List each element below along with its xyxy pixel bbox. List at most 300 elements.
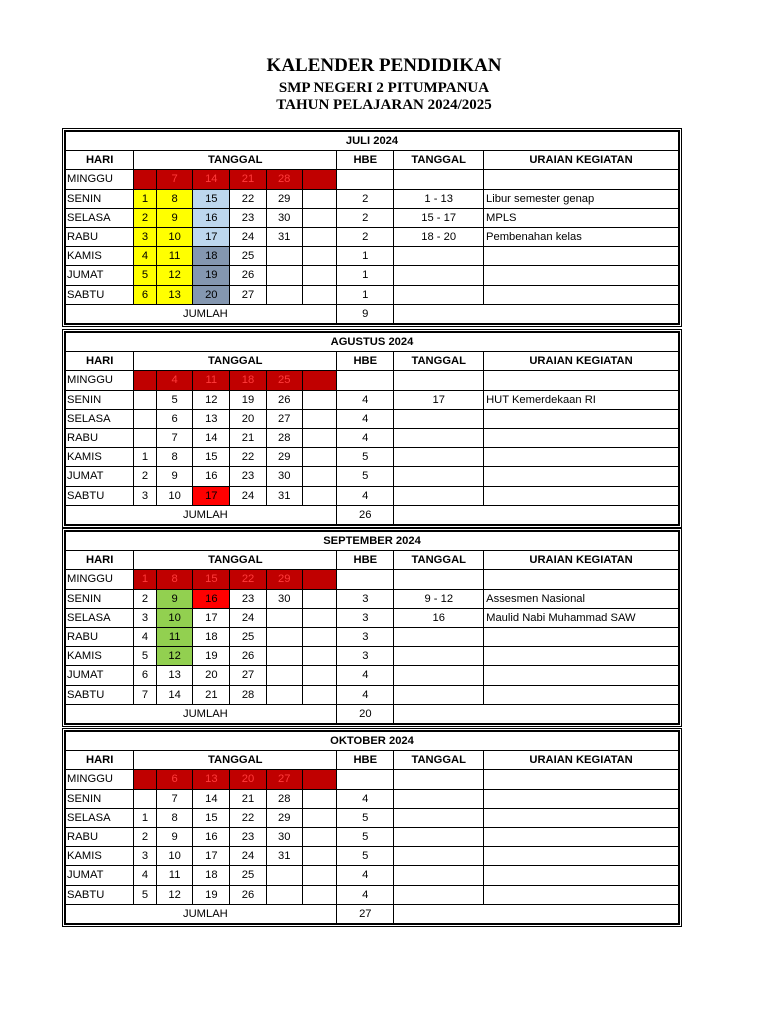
date-cell: 2 (134, 208, 156, 227)
date-cell: 21 (193, 685, 230, 704)
table-row (66, 189, 679, 208)
date-cell: 31 (266, 486, 302, 505)
date-cell (302, 208, 337, 227)
date-cell: 15 (193, 448, 230, 467)
date-cell: 17 (193, 486, 230, 505)
jumlah-value: 9 (337, 304, 394, 323)
date-cell (134, 170, 156, 189)
date-cell: 1 (134, 808, 156, 827)
header-tanggal: TANGGAL (134, 151, 337, 170)
date-cell: 23 (230, 208, 267, 227)
date-cell: 19 (193, 266, 230, 285)
hbe-value: 1 (337, 285, 394, 304)
date-cell (302, 409, 337, 428)
date-cell: 12 (156, 266, 193, 285)
date-cell: 2 (134, 827, 156, 846)
activity-date (394, 448, 484, 467)
hbe-value: 4 (337, 486, 394, 505)
header-hari: HARI (66, 751, 134, 770)
day-name: JUMAT (66, 467, 134, 486)
activity-date (394, 467, 484, 486)
date-cell: 31 (266, 847, 302, 866)
date-cell: 16 (193, 208, 230, 227)
date-cell: 22 (230, 189, 267, 208)
day-name: MINGGU (66, 770, 134, 789)
date-cell: 26 (230, 885, 267, 904)
date-cell: 15 (193, 570, 230, 589)
date-cell: 14 (193, 428, 230, 447)
date-cell: 12 (156, 885, 193, 904)
table-row (66, 647, 679, 666)
date-cell: 21 (230, 789, 267, 808)
table-row (66, 208, 679, 227)
day-name: SELASA (66, 608, 134, 627)
hbe-value (337, 371, 394, 390)
date-cell (302, 770, 337, 789)
total-row (66, 304, 679, 323)
date-cell: 30 (266, 467, 302, 486)
table-row (66, 666, 679, 685)
activity-description (484, 808, 679, 827)
day-name: JUMAT (66, 666, 134, 685)
date-cell (302, 371, 337, 390)
date-cell: 2 (134, 467, 156, 486)
date-cell: 24 (230, 486, 267, 505)
date-cell: 19 (193, 885, 230, 904)
date-cell: 20 (230, 409, 267, 428)
date-cell: 14 (156, 685, 193, 704)
activity-description: Pembenahan kelas (484, 227, 679, 246)
header-tanggal: TANGGAL (134, 352, 337, 371)
date-cell: 18 (193, 247, 230, 266)
activity-date (394, 170, 484, 189)
date-cell: 10 (156, 486, 193, 505)
date-cell: 9 (156, 827, 193, 846)
hbe-value: 2 (337, 208, 394, 227)
header-tanggal: TANGGAL (134, 551, 337, 570)
activity-description (484, 371, 679, 390)
activity-date: 1 - 13 (394, 189, 484, 208)
jumlah-value: 20 (337, 704, 394, 723)
date-cell: 25 (230, 247, 267, 266)
day-name: SELASA (66, 208, 134, 227)
table-row (66, 789, 679, 808)
activity-date (394, 808, 484, 827)
date-cell: 13 (193, 770, 230, 789)
date-cell: 5 (134, 266, 156, 285)
date-cell (302, 608, 337, 627)
hbe-value: 5 (337, 467, 394, 486)
activity-description: HUT Kemerdekaan RI (484, 390, 679, 409)
date-cell: 13 (193, 409, 230, 428)
date-cell: 22 (230, 808, 267, 827)
date-cell (134, 428, 156, 447)
date-cell (302, 866, 337, 885)
jumlah-label: JUMLAH (66, 505, 337, 524)
date-cell: 9 (156, 467, 193, 486)
jumlah-value: 26 (337, 505, 394, 524)
total-row (66, 704, 679, 723)
activity-description (484, 570, 679, 589)
date-cell: 10 (156, 847, 193, 866)
jumlah-blank (394, 904, 679, 923)
activity-description: MPLS (484, 208, 679, 227)
date-cell: 11 (156, 866, 193, 885)
date-cell: 16 (193, 467, 230, 486)
activity-date (394, 247, 484, 266)
hbe-value: 5 (337, 847, 394, 866)
month-title: SEPTEMBER 2024 (66, 532, 679, 551)
date-cell: 14 (193, 170, 230, 189)
date-cell: 19 (230, 390, 267, 409)
day-name: RABU (66, 227, 134, 246)
activity-description (484, 827, 679, 846)
date-cell (302, 589, 337, 608)
day-name: KAMIS (66, 448, 134, 467)
day-name: SENIN (66, 589, 134, 608)
date-cell: 1 (134, 570, 156, 589)
hbe-value: 4 (337, 885, 394, 904)
date-cell: 2 (134, 589, 156, 608)
date-cell (302, 789, 337, 808)
date-cell (302, 647, 337, 666)
day-name: SABTU (66, 885, 134, 904)
date-cell (302, 847, 337, 866)
activity-description (484, 847, 679, 866)
date-cell: 15 (193, 808, 230, 827)
activity-description (484, 285, 679, 304)
hbe-value: 4 (337, 428, 394, 447)
date-cell: 12 (156, 647, 193, 666)
date-cell: 5 (134, 885, 156, 904)
activity-date (394, 885, 484, 904)
hbe-value: 3 (337, 589, 394, 608)
date-cell (302, 627, 337, 646)
activity-date (394, 647, 484, 666)
header-hbe: HBE (337, 751, 394, 770)
header-uraian: URAIAN KEGIATAN (484, 151, 679, 170)
table-row (66, 371, 679, 390)
header-tanggal-kegiatan: TANGGAL (394, 551, 484, 570)
date-cell: 9 (156, 589, 193, 608)
day-name: KAMIS (66, 647, 134, 666)
date-cell (266, 266, 302, 285)
hbe-value: 4 (337, 789, 394, 808)
date-cell (266, 627, 302, 646)
date-cell: 4 (134, 627, 156, 646)
date-cell: 24 (230, 608, 267, 627)
table-row (66, 808, 679, 827)
month-table (62, 128, 682, 327)
date-cell: 16 (193, 827, 230, 846)
activity-description (484, 770, 679, 789)
date-cell: 10 (156, 227, 193, 246)
hbe-value (337, 770, 394, 789)
date-cell: 27 (230, 666, 267, 685)
date-cell: 23 (230, 467, 267, 486)
date-cell (302, 285, 337, 304)
date-cell: 3 (134, 486, 156, 505)
school-name: SMP NEGERI 2 PITUMPANUA (278, 80, 490, 96)
header-uraian: URAIAN KEGIATAN (484, 352, 679, 371)
month-title: AGUSTUS 2024 (66, 333, 679, 352)
date-cell (302, 808, 337, 827)
header-hari: HARI (66, 151, 134, 170)
table-row (66, 247, 679, 266)
activity-date (394, 666, 484, 685)
date-cell (302, 685, 337, 704)
activity-date (394, 570, 484, 589)
date-cell: 10 (156, 608, 193, 627)
header-tanggal: TANGGAL (134, 751, 337, 770)
activity-date: 15 - 17 (394, 208, 484, 227)
date-cell (134, 390, 156, 409)
day-name: SENIN (66, 189, 134, 208)
date-cell: 8 (156, 808, 193, 827)
activity-description (484, 266, 679, 285)
table-row (66, 266, 679, 285)
hbe-value: 2 (337, 227, 394, 246)
date-cell: 29 (266, 189, 302, 208)
table-row (66, 685, 679, 704)
header-tanggal-kegiatan: TANGGAL (394, 751, 484, 770)
date-cell: 7 (134, 685, 156, 704)
date-cell: 6 (134, 666, 156, 685)
hbe-value: 4 (337, 685, 394, 704)
date-cell: 7 (156, 170, 193, 189)
day-name: JUMAT (66, 266, 134, 285)
date-cell: 24 (230, 227, 267, 246)
date-cell: 4 (156, 371, 193, 390)
jumlah-label: JUMLAH (66, 904, 337, 923)
date-cell (302, 266, 337, 285)
date-cell (134, 371, 156, 390)
table-row (66, 409, 679, 428)
day-name: MINGGU (66, 570, 134, 589)
hbe-value: 3 (337, 627, 394, 646)
table-row (66, 885, 679, 904)
activity-date (394, 827, 484, 846)
date-cell: 25 (266, 371, 302, 390)
date-cell: 21 (230, 428, 267, 447)
activity-description (484, 666, 679, 685)
day-name: KAMIS (66, 847, 134, 866)
table-row (66, 390, 679, 409)
date-cell: 20 (193, 666, 230, 685)
date-cell: 25 (230, 866, 267, 885)
date-cell: 20 (193, 285, 230, 304)
day-name: JUMAT (66, 866, 134, 885)
date-cell (302, 227, 337, 246)
date-cell: 30 (266, 827, 302, 846)
activity-description (484, 789, 679, 808)
table-row (66, 227, 679, 246)
date-cell: 28 (266, 170, 302, 189)
total-row (66, 505, 679, 524)
activity-description (484, 409, 679, 428)
day-name: KAMIS (66, 247, 134, 266)
date-cell: 27 (266, 409, 302, 428)
hbe-value: 4 (337, 409, 394, 428)
date-cell (302, 827, 337, 846)
date-cell: 27 (266, 770, 302, 789)
date-cell (266, 866, 302, 885)
hbe-value (337, 170, 394, 189)
day-name: SENIN (66, 390, 134, 409)
activity-date: 18 - 20 (394, 227, 484, 246)
day-name: MINGGU (66, 371, 134, 390)
date-cell: 29 (266, 570, 302, 589)
activity-date (394, 866, 484, 885)
date-cell: 6 (156, 409, 193, 428)
date-cell: 17 (193, 227, 230, 246)
day-name: SABTU (66, 685, 134, 704)
date-cell: 11 (193, 371, 230, 390)
date-cell: 12 (193, 390, 230, 409)
date-cell: 26 (266, 390, 302, 409)
date-cell: 17 (193, 847, 230, 866)
date-cell (302, 189, 337, 208)
hbe-value: 3 (337, 608, 394, 627)
date-cell (302, 885, 337, 904)
month-table (62, 329, 682, 528)
table-row (66, 608, 679, 627)
date-cell: 1 (134, 448, 156, 467)
date-cell: 29 (266, 808, 302, 827)
date-cell: 9 (156, 208, 193, 227)
table-row (66, 866, 679, 885)
academic-year: TAHUN PELAJARAN 2024/2025 (276, 97, 492, 113)
table-row (66, 285, 679, 304)
hbe-value: 3 (337, 647, 394, 666)
date-cell: 28 (266, 789, 302, 808)
date-cell: 13 (156, 285, 193, 304)
date-cell: 6 (134, 285, 156, 304)
jumlah-label: JUMLAH (66, 304, 337, 323)
date-cell (266, 608, 302, 627)
date-cell: 28 (230, 685, 267, 704)
date-cell (266, 666, 302, 685)
date-cell: 31 (266, 227, 302, 246)
table-row (66, 770, 679, 789)
date-cell: 11 (156, 627, 193, 646)
date-cell: 7 (156, 428, 193, 447)
day-name: SABTU (66, 486, 134, 505)
date-cell: 13 (156, 666, 193, 685)
date-cell: 6 (156, 770, 193, 789)
date-cell: 27 (230, 285, 267, 304)
activity-date (394, 847, 484, 866)
header-tanggal-kegiatan: TANGGAL (394, 151, 484, 170)
activity-description: Maulid Nabi Muhammad SAW (484, 608, 679, 627)
header-tanggal-kegiatan: TANGGAL (394, 352, 484, 371)
header-hbe: HBE (337, 352, 394, 371)
activity-description (484, 428, 679, 447)
date-cell: 17 (193, 608, 230, 627)
date-cell: 16 (193, 589, 230, 608)
day-name: SELASA (66, 409, 134, 428)
activity-description (484, 647, 679, 666)
table-row (66, 486, 679, 505)
activity-date (394, 428, 484, 447)
document-title: KALENDER PENDIDIKAN (266, 55, 502, 76)
date-cell: 8 (156, 570, 193, 589)
hbe-value: 4 (337, 866, 394, 885)
date-cell: 4 (134, 247, 156, 266)
date-cell (134, 770, 156, 789)
table-row (66, 570, 679, 589)
date-cell (302, 247, 337, 266)
date-cell: 18 (230, 371, 267, 390)
hbe-value: 2 (337, 189, 394, 208)
month-table (62, 728, 682, 927)
header-hbe: HBE (337, 151, 394, 170)
activity-description (484, 170, 679, 189)
activity-date (394, 486, 484, 505)
hbe-value: 4 (337, 390, 394, 409)
total-row (66, 904, 679, 923)
date-cell: 1 (134, 189, 156, 208)
date-cell (266, 285, 302, 304)
activity-date (394, 285, 484, 304)
date-cell: 25 (230, 627, 267, 646)
table-row (66, 428, 679, 447)
date-cell: 15 (193, 189, 230, 208)
table-row (66, 170, 679, 189)
activity-date (394, 685, 484, 704)
day-name: SELASA (66, 808, 134, 827)
date-cell: 4 (134, 866, 156, 885)
date-cell: 3 (134, 227, 156, 246)
date-cell: 8 (156, 448, 193, 467)
date-cell: 14 (193, 789, 230, 808)
month-title: JULI 2024 (66, 132, 679, 151)
activity-date (394, 770, 484, 789)
activity-description: Assesmen Nasional (484, 589, 679, 608)
date-cell (302, 170, 337, 189)
day-name: MINGGU (66, 170, 134, 189)
table-row (66, 827, 679, 846)
date-cell (302, 390, 337, 409)
date-cell (134, 409, 156, 428)
date-cell: 20 (230, 770, 267, 789)
jumlah-value: 27 (337, 904, 394, 923)
day-name: SABTU (66, 285, 134, 304)
table-row (66, 627, 679, 646)
day-name: SENIN (66, 789, 134, 808)
activity-date: 16 (394, 608, 484, 627)
date-cell: 26 (230, 647, 267, 666)
date-cell: 18 (193, 627, 230, 646)
date-cell (266, 247, 302, 266)
activity-description (484, 685, 679, 704)
activity-description: Libur semester genap (484, 189, 679, 208)
activity-description (484, 448, 679, 467)
date-cell: 18 (193, 866, 230, 885)
hbe-value (337, 570, 394, 589)
date-cell (134, 789, 156, 808)
month-table (62, 528, 682, 727)
date-cell: 5 (134, 647, 156, 666)
date-cell: 3 (134, 608, 156, 627)
date-cell: 19 (193, 647, 230, 666)
jumlah-blank (394, 505, 679, 524)
activity-date (394, 266, 484, 285)
day-name: RABU (66, 428, 134, 447)
activity-date (394, 789, 484, 808)
activity-description (484, 486, 679, 505)
header-hari: HARI (66, 352, 134, 371)
